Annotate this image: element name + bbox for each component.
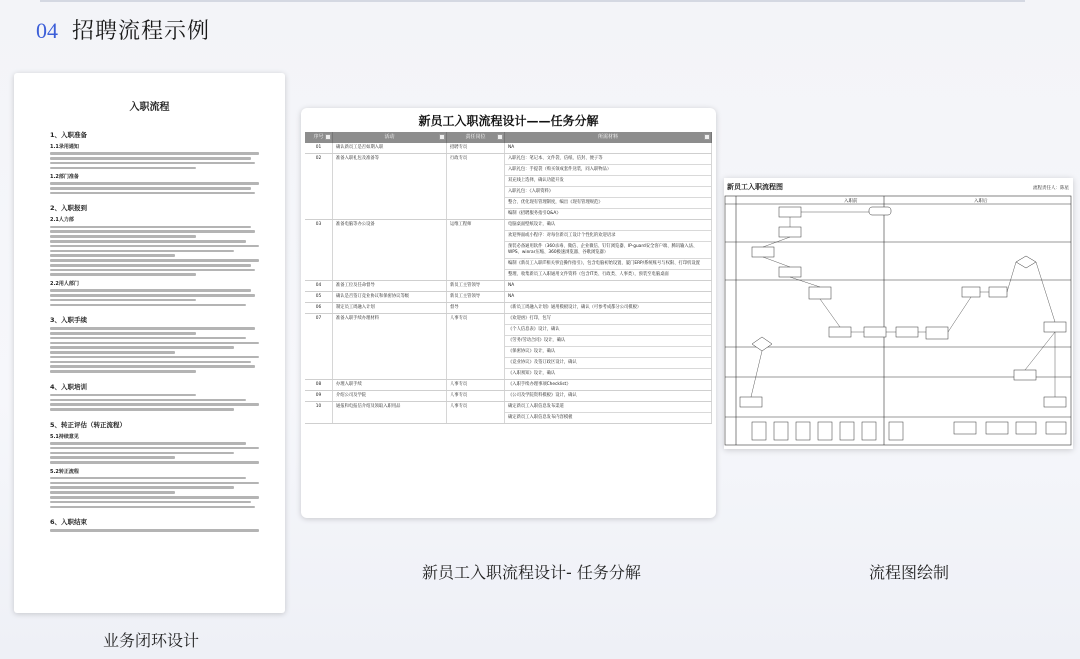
table-cell-materials [505,303,712,313]
table-row [305,292,712,303]
document-text-line [50,456,175,459]
document-text-line [50,482,259,485]
flow-decision [1016,256,1036,268]
document-text-line [50,167,196,170]
document-subheading: 5.1持续意见 [50,433,79,440]
document-text-line [50,351,175,354]
document-text-line [50,289,251,292]
table-cell-role: 新员工主管领导 [447,281,505,291]
flow-step-box [962,287,980,297]
column-header-activity[interactable]: 活动 [333,132,447,143]
material-item: 双充线上选择，确认功能开发 [505,176,711,187]
document-text-line [50,442,246,445]
document-section-heading: 5、转正评估（转正流程） [50,420,127,429]
flow-step-box [740,397,762,407]
document-text-line [50,192,255,195]
table-row [305,391,712,402]
document-text-line [50,461,259,464]
document-subheading: 2.2用人部门 [50,281,79,288]
table-cell-materials [505,402,712,423]
table-cell-activity: 确认新员工是否如期入职 [333,143,447,153]
document-subheading: 1.2部门准备 [50,174,79,181]
document-text-line [50,447,259,450]
material-item: 预装必备通用软件（360杀毒、微信、企业微信、钉钉浏览器、IP-guard安全客户端、腾讯输入法、WPS、winrar压缩、360极速浏览器、谷歌浏览器） [505,242,711,259]
document-text-line [50,332,196,335]
table-cell-materials [505,220,712,280]
flowchart-diagram [724,192,1073,449]
flow-step-box [779,207,801,217]
document-text-line [50,152,259,155]
document-text-line [50,501,251,504]
task-breakdown-card [301,108,716,518]
flow-step-box [779,227,801,237]
document-text-line [50,477,246,480]
document-text-line [50,235,196,238]
table-row [305,281,712,292]
flow-step-box [809,287,831,299]
table-cell-no: 02 [305,154,333,219]
document-text-line [50,182,259,185]
document-text-line [50,337,246,340]
flow-decision [752,337,772,351]
document-text-line [50,452,234,455]
document-text-line [50,187,251,190]
table-cell-no: 06 [305,303,333,313]
flow-step-box [989,287,1007,297]
flow-step-box [779,267,801,277]
document-text-line [50,496,259,499]
caption-flowchart: 流程图绘制 [869,563,950,582]
table-cell-materials [505,154,712,219]
table-row [305,220,712,281]
document-subheading: 5.2转正流程 [50,468,79,475]
document-text-line [50,399,246,402]
table-row [305,380,712,391]
document-text-line [50,294,255,297]
table-cell-no: 07 [305,314,333,379]
flow-step-box [1044,397,1066,407]
document-text-line [50,342,259,345]
document-body [14,113,285,532]
document-text-line [50,346,234,349]
material-item: 《保密协议》设计，确认 [505,347,711,358]
document-text-line [50,529,259,532]
table-row [305,143,712,154]
flowchart-title: 新员工入职流程图 [727,183,783,191]
table-cell-role: 人事专员 [447,391,505,401]
table-cell-role: 人事专员 [447,402,505,423]
table-cell-activity: 准备入职手续办理材料 [333,314,447,379]
document-section-heading: 1、入职准备 [50,131,88,139]
task-table-header [305,132,712,143]
document-section-heading: 4、入职培训 [50,382,88,391]
flow-step-box [829,327,851,337]
flow-step-box [869,207,891,215]
document-text-line [50,394,196,397]
material-item: 确定新员工入职信息发布内容模板 [508,415,573,421]
table-cell-activity: 办理入职手续 [333,380,447,390]
document-text-line [50,299,196,302]
document-section-heading: 2、入职报到 [50,204,88,213]
table-cell-no: 04 [305,281,333,291]
document-text-line [50,370,196,373]
material-item: 编制《新员工入职IT相关事宜操作指引》，包含电脑初始设置、厦门ERP/系统账号与权限、打印机设置 [505,259,711,270]
table-cell-materials [505,143,712,153]
table-cell-role: 督导 [447,303,505,313]
document-text-line [50,408,234,411]
document-text-line [50,230,255,233]
table-row [305,154,712,220]
document-text-line [50,361,251,364]
material-item: 《新员工周融入计划》通用模板设计，确认（可参考成都分公司模板） [508,305,642,311]
table-cell-no: 01 [305,143,333,153]
table-cell-no: 05 [305,292,333,302]
table-cell-role: 人事专员 [447,314,505,379]
flowchart-owner: 流程责任人：陈星 [1033,186,1069,191]
table-cell-materials [505,314,712,379]
document-text-line [50,273,196,276]
document-subheading: 1.1录用通知 [50,144,79,150]
flow-step-box [1044,322,1066,332]
flow-step-box [1014,370,1036,380]
caption-task-breakdown: 新员工入职流程设计- 任务分解 [422,563,641,582]
table-cell-no: 09 [305,391,333,401]
table-cell-materials [505,380,712,390]
table-cell-activity: 制定员工周融入计划 [333,303,447,313]
material-item: 《欢迎函》打印，包写 [505,314,711,325]
material-item: 《个人信息表》设计，确认 [505,325,711,336]
document-text-line [50,254,175,257]
table-cell-role: 运维工程师 [447,220,505,280]
document-text-line [50,356,259,359]
section-title: 招聘流程示例 [72,19,211,44]
table-cell-activity: 介绍公司及学院 [333,391,447,401]
top-divider [40,0,1025,2]
material-item: 《入职手续办理事项Checklist》 [508,382,571,388]
caption-closed-loop-design: 业务闭环设计 [103,631,200,650]
material-item: 《劳务/劳动合同》设计，确认 [505,336,711,347]
document-text-line [50,269,255,272]
table-cell-role: 新员工主管领导 [447,292,505,302]
column-header-no[interactable]: 序号 [305,132,333,143]
flowchart-card [724,178,1073,449]
document-text-line [50,259,259,262]
table-row [305,314,712,380]
material-item: 《公司及学院资料模板》设计，确认 [508,393,577,399]
table-cell-activity: 准备工位及任命督导 [333,281,447,291]
document-text-line [50,162,255,165]
material-item: 入职礼包：《入职资料》 [505,187,711,198]
table-cell-materials [505,292,712,302]
material-item: 确定新员工入职信息发布渠道 [505,402,711,413]
material-item: 编制《招聘服务指引Q&A》 [508,211,561,217]
table-cell-activity: 准备入职礼包及准备等 [333,154,447,219]
document-text-line [50,506,255,509]
material-item: 整合、优化现有管理制度，编出《现有管理规范》 [505,198,711,209]
document-text-line [50,226,251,229]
table-cell-activity: 准备电脑等办公设备 [333,220,447,280]
material-item: NA [508,294,515,300]
lane-header-before: 入职前 [844,199,858,204]
document-text-line [50,157,251,160]
material-item: 《入职须知》设计，确认 [508,371,556,377]
table-cell-role: 招聘专员 [447,143,505,153]
table-cell-role: 人事专员 [447,380,505,390]
material-item: 入职礼包：笔记本、文件袋、信纸、信封、便子等 [505,154,711,165]
task-table-body [305,143,712,424]
table-cell-no: 03 [305,220,333,280]
flow-step-box [864,327,886,337]
flow-step-box [896,327,918,337]
table-cell-no: 08 [305,380,333,390]
document-text-line [50,491,175,494]
table-cell-materials [505,391,712,401]
table-cell-no: 10 [305,402,333,423]
flow-step-box [752,247,774,257]
material-item: NA [508,283,515,289]
document-section-heading: 6、入职结束 [50,518,88,527]
document-text-line [50,327,255,330]
document-text-line [50,304,246,307]
table-row [305,303,712,314]
task-table-title: 新员工入职流程设计——任务分解 [418,114,599,128]
column-header-materials[interactable]: 所需材料 [505,132,712,143]
material-item: 《竞业协议》及签订政区设计，确认 [505,358,711,369]
column-header-role[interactable]: 责任岗位 [447,132,505,143]
document-title: 入职流程 [129,102,170,113]
table-row [305,402,712,424]
material-item: 入职礼包：手提袋（购买领成套件送装，同入职物品） [505,165,711,176]
onboarding-document-card [14,73,285,613]
table-cell-activity: 通报和电报信介绍及领取入职用品 [333,402,447,423]
document-section-heading: 3、入职手续 [50,316,88,325]
lane-header-after: 入职后 [974,199,988,204]
document-text-line [50,365,255,368]
section-header [36,14,210,45]
table-cell-activity: 确认是否签订竞业协议和保密协议等级 [333,292,447,302]
section-number: 04 [36,18,58,43]
material-item: NA [508,145,515,150]
table-cell-role: 行政专员 [447,154,505,219]
document-text-line [50,245,259,248]
document-text-line [50,250,234,253]
material-item: 欢迎界面或小程序：对每位新员工设计个性化的欢迎语录 [505,231,711,242]
table-cell-materials [505,281,712,291]
material-item: 电脑桌面壁纸设计，确认 [505,220,711,231]
document-text-line [50,486,234,489]
document-text-line [50,264,251,267]
material-item: 整理、收集新员工入职通用文件资料（包含IT类、行政类、人事类），预装至电脑桌面 [508,272,669,278]
document-text-line [50,240,246,243]
document-subheading: 2.1人力部 [50,217,74,224]
flow-step-box [926,327,948,339]
document-text-line [50,403,259,406]
